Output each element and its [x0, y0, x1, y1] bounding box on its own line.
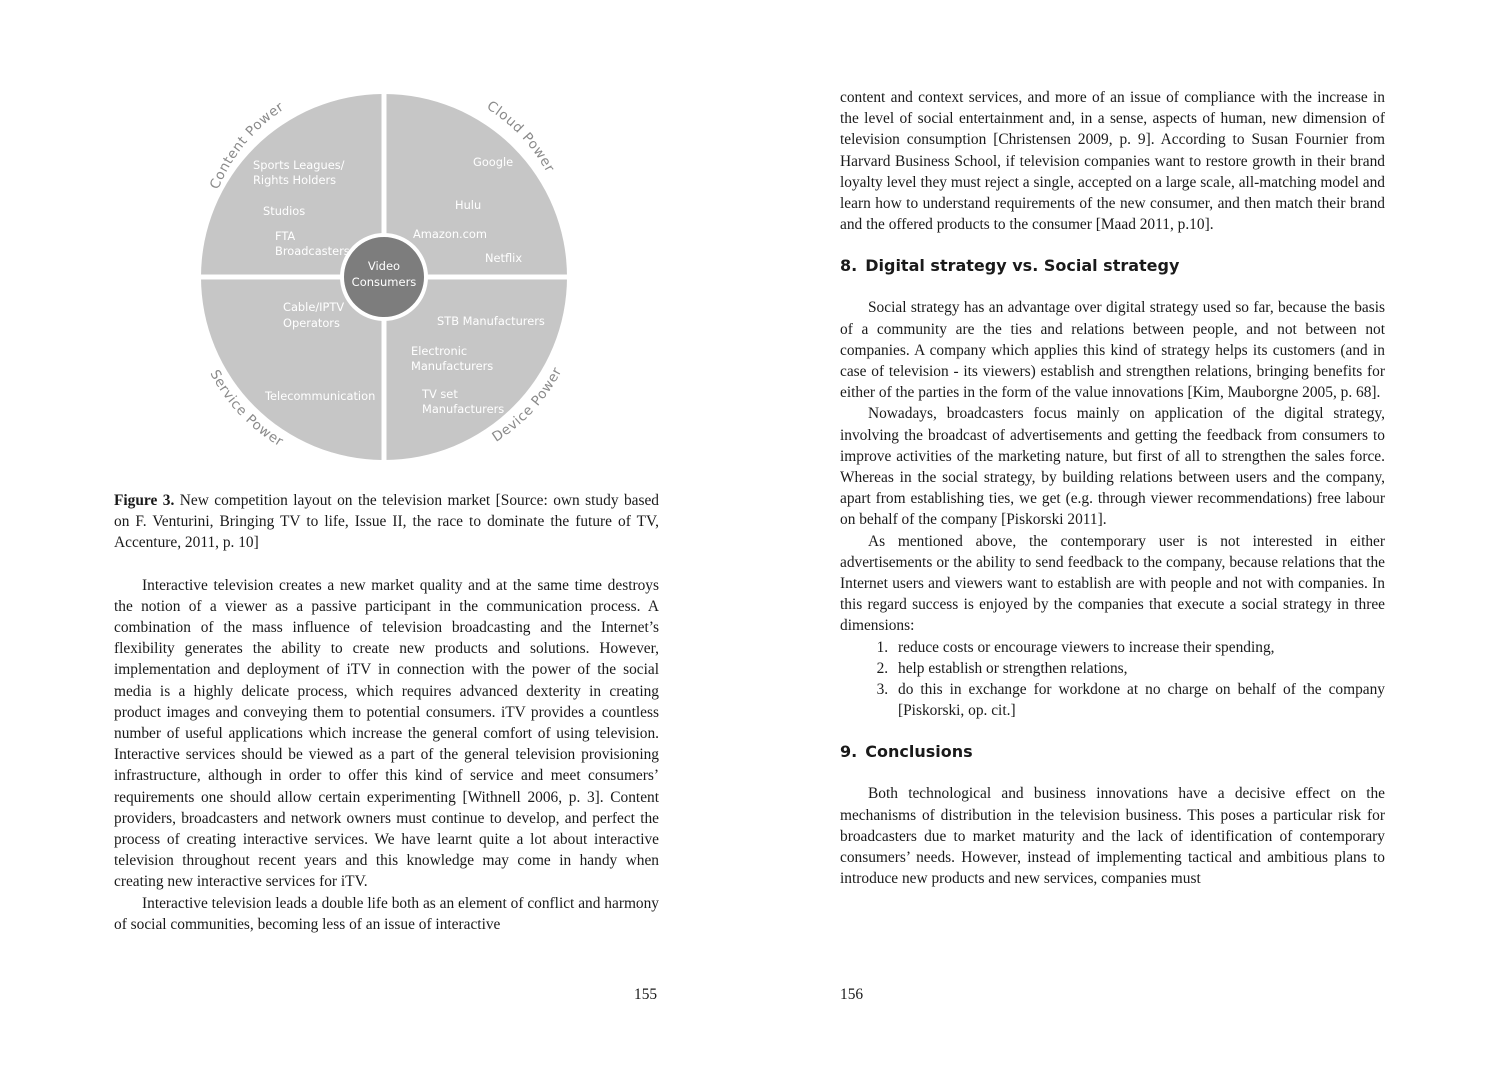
hulu-label: Hulu: [455, 198, 482, 212]
list-item: 2. help establish or strengthen relations,: [892, 658, 1385, 679]
list-item: 3. do this in exchange for workdone at no charge on behalf of the company [Piskorski, op. cit.]: [892, 679, 1385, 721]
section-number: 8.: [840, 256, 858, 276]
section-title: Digital strategy vs. Social strategy: [865, 256, 1180, 276]
body-paragraph: Interactive television leads a double life both as an element of conflict and harmony of social communities, becoming less of an issue of interactive: [114, 894, 659, 933]
cloud-power-title: Cloud Power: [483, 97, 558, 176]
right-page: [750, 0, 1500, 1068]
section-heading-9: [840, 741, 1385, 763]
body-paragraph: content and context services, and more of an issue of compliance with the increase in the level of social entertainment and, in a sense, aspects of human, new dimension of television consumption [Christensen 2009, p. 9]. According to Susan Fournier from Harvard Business School, if television companies want to restore growth in their brand loyalty level they must reject a single, accepted on a large scale, all-matching model and learn how to understand requirements of the new consumer, and then match their brand and the offered products to the consumer [Maad 2011, p.10].: [840, 89, 1385, 234]
operators-label: Operators: [283, 316, 340, 330]
broadcasters-label: Broadcasters: [275, 244, 350, 258]
body-paragraph: As mentioned above, the contemporary user is not interested in either advertisements or the ability to send feedback to the company, because relations that the Internet users and viewers want to establish are with people and not with companies. In this regard success is enjoyed by the companies that execute a social strategy in three dimensions:: [840, 532, 1385, 635]
electronic-manufacturers-label: Manufacturers: [411, 359, 494, 373]
sports-leagues-label: Sports Leagues/: [253, 158, 345, 172]
figure-caption: [114, 490, 659, 554]
body-paragraph: Social strategy has an advantage over digital strategy used so far, because the basis of a community are the ties and relations between people, and not between not companies. A company which applies this kind of strategy helps its customers (and in case of television - its viewers) establish and strengthen relations, bringing benefits for either of the parties in the form of the value innovations [Kim, Mauborgne 2005, p. 68].: [840, 299, 1385, 402]
page-number-left: 155: [634, 986, 658, 1003]
competition-diagram: [114, 90, 659, 470]
section-heading-8: [840, 255, 1385, 277]
content-power-title: Content Power: [206, 98, 287, 192]
studios-label: Studios: [263, 204, 306, 218]
center-label-line1: Video: [367, 259, 401, 273]
electronic-label: Electronic: [411, 344, 468, 358]
body-paragraph: Nowadays, broadcasters focus mainly on application of the digital strategy, involving the broadcast of advertisements and getting the feedback from consumers to improve activities of the marketing nature, but first of all to strengthen the sales force. Whereas in the social strategy, by building relations between users and the company, apart from establishing ties, we get (e.g. through viewer recommendations) free labour on behalf of the company [Piskorski 2011].: [840, 405, 1385, 529]
device-power-title: Device Power: [489, 364, 566, 446]
competition-figure: [114, 90, 659, 470]
telecommunication-label: Telecommunication: [265, 389, 376, 403]
left-text-column: [114, 490, 659, 935]
section-title: Conclusions: [865, 742, 973, 762]
list-item: 1. reduce costs or encourage viewers to increase their spending,: [892, 637, 1385, 658]
section-number: 9.: [840, 742, 858, 762]
body-paragraph: Interactive television creates a new market quality and at the same time destroys the notion of a viewer as a passive participant in the communication process. A combination of the mass influence of television broadcasting and the Internet’s flexibility generates the ability to create new products and solutions. However, implementation and deployment of iTV in connection with the power of the social media is a highly delicate process, which requires advanced dexterity in creating product images and conveying them to potential consumers. iTV provides a countless number of useful applications which increase the general comfort of using television. Interactive services should be viewed as a part of the general television provisioning infrastructure, although in order to offer this kind of service and meet consumers’ requirements one should allow certain experimenting [Withnell 2006, p. 3]. Content providers, broadcasters and network owners must continue to develop, and perfect the process of creating interactive services. We have learnt quite a lot about interactive television throughout recent years and this knowledge may come in handy when creating new interactive services for iTV.: [114, 576, 659, 891]
strategy-list: [840, 637, 1385, 722]
google-label: Google: [473, 155, 514, 169]
body-paragraph: Both technological and business innovations have a decisive effect on the mechanisms of distribution in the television business. This poses a particular risk for broadcasters due to market maturity and the lack of identification of contemporary consumers’ needs. However, instead of implementing tactical and ambitious plans to introduce new products and new services, companies must: [840, 785, 1385, 888]
right-text-column: [840, 87, 1385, 890]
rights-holders-label: Rights Holders: [253, 173, 337, 187]
amazon-label: Amazon.com: [413, 227, 487, 241]
service-power-title: Service Power: [206, 367, 287, 451]
cable-iptv-label: Cable/IPTV: [283, 300, 345, 314]
stb-manufacturers-label: STB Manufacturers: [437, 314, 545, 328]
center-label-line2: Consumers: [351, 275, 417, 289]
tv-set-label: TV set: [422, 387, 458, 401]
fta-label: FTA: [275, 229, 296, 243]
caption-label: Figure 3.: [114, 492, 175, 509]
caption-text: New competition layout on the television market [Source: own study based on F. Venturini, Bringing TV to life, Issue II, the race to dominate the future of TV, Accenture, 2011, p. 10]: [114, 492, 659, 552]
page-number-right: 156: [840, 986, 864, 1003]
tv-set-manufacturers-label: Manufacturers: [422, 402, 505, 416]
netflix-label: Netflix: [485, 251, 523, 265]
